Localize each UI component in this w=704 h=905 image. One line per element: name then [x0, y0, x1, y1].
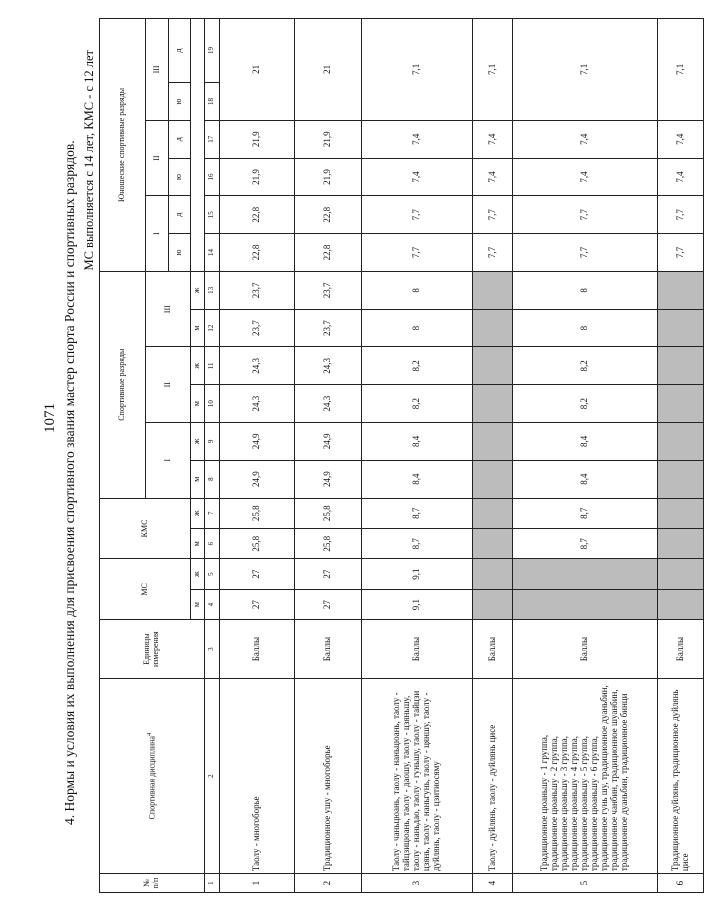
youth-1-yu: ю: [169, 234, 191, 272]
value-cell: 24,3: [295, 385, 362, 423]
unit-cell: Баллы: [220, 620, 295, 679]
ms-zh: ж: [191, 559, 205, 589]
shaded-cell: [658, 347, 704, 385]
value-cell: 21,9: [295, 120, 362, 158]
table-row: [658, 19, 704, 893]
value-cell: 23,7: [295, 309, 362, 347]
row-no: 1: [220, 874, 295, 893]
value-cell: 22,8: [220, 234, 295, 272]
sport-3-m: м: [191, 309, 205, 347]
shaded-cell: [473, 460, 513, 498]
value-cell: 8,7: [513, 528, 658, 558]
discipline-cell: Таолу - многоборье: [220, 679, 295, 874]
table-row: [295, 19, 362, 893]
shaded-cell: [473, 423, 513, 461]
unit-cell: Баллы: [362, 620, 473, 679]
value-cell: 22,8: [220, 196, 295, 234]
value-cell: 9,1: [362, 589, 473, 619]
col-header-youth-ranks: Юношеские спортивные разряды: [100, 19, 146, 272]
discipline-cell: Таолу - дуйлянь, таолу - дуйлянь цисе: [473, 679, 513, 874]
page-number: 1071: [42, 403, 58, 433]
value-cell: 7,1: [362, 19, 473, 121]
row-no: 2: [295, 874, 362, 893]
shaded-cell: [658, 559, 704, 589]
value-cell: 8,7: [362, 498, 473, 528]
youth-rank-2: II: [146, 120, 169, 196]
value-cell: 7,4: [658, 120, 704, 158]
col-num: 1: [205, 874, 220, 893]
table-row: [513, 19, 658, 893]
age-note: МС выполняется с 14 лет, КМС - с 12 лет: [82, 50, 96, 271]
col-num: 19: [205, 19, 220, 83]
value-cell: 24,3: [295, 347, 362, 385]
value-cell: 9,1: [362, 559, 473, 589]
value-cell: 24,9: [220, 423, 295, 461]
section-heading: 4. Нормы и условия их выполнения для присвоения спортивного звания мастер спорта России и спортивных разрядов.: [62, 140, 77, 825]
value-cell: 21,9: [220, 120, 295, 158]
youth-2-yu: ю: [169, 158, 191, 196]
value-cell: 21: [220, 19, 295, 121]
value-cell: 7,1: [658, 19, 704, 121]
value-cell: 7,1: [513, 19, 658, 121]
row-no: 3: [362, 874, 473, 893]
col-header-kms: КМС: [100, 498, 191, 559]
col-num: 3: [205, 620, 220, 679]
shaded-cell: [473, 589, 513, 619]
value-cell: 7,7: [362, 234, 473, 272]
col-header-discipline-sup: 4: [146, 732, 154, 737]
shaded-cell: [658, 423, 704, 461]
shaded-cell: [658, 528, 704, 558]
shaded-cell: [513, 589, 658, 619]
value-cell: 24,3: [220, 385, 295, 423]
sport-3-zh: ж: [191, 271, 205, 309]
sport-rank-2: II: [146, 347, 191, 423]
shaded-cell: [658, 498, 704, 528]
value-cell: 8: [362, 271, 473, 309]
col-header-sport-ranks: Спортивные разряды: [100, 271, 146, 498]
value-cell: 8,2: [362, 385, 473, 423]
col-num: 13: [205, 271, 220, 309]
value-cell: 24,9: [220, 460, 295, 498]
value-cell: 8,4: [362, 460, 473, 498]
value-cell: 7,4: [513, 120, 658, 158]
value-cell: 25,8: [295, 498, 362, 528]
value-cell: 8,4: [513, 423, 658, 461]
col-num: 18: [205, 83, 220, 121]
sport-2-zh: ж: [191, 347, 205, 385]
shaded-cell: [473, 559, 513, 589]
shaded-cell: [473, 271, 513, 309]
value-cell: 25,8: [295, 528, 362, 558]
value-cell: 23,7: [295, 271, 362, 309]
sport-2-m: м: [191, 385, 205, 423]
shaded-cell: [658, 460, 704, 498]
sport-1-m: м: [191, 460, 205, 498]
value-cell: 7,7: [513, 234, 658, 272]
discipline-cell: Традиционное ушу - многоборье: [295, 679, 362, 874]
youth-3-yu: ю: [169, 83, 191, 121]
col-num: 7: [205, 498, 220, 528]
youth-rank-1: I: [146, 196, 169, 272]
value-cell: 27: [295, 559, 362, 589]
table-row: [362, 19, 473, 893]
sport-rank-1: I: [146, 423, 191, 499]
value-cell: 23,7: [220, 271, 295, 309]
discipline-cell: Таолу - чаньцюань, таолу - наньцюань, таолу - тайцзицюань, таолу - даошу, таолу - цзяньшу, таолу - наньдао, таолу - гуньшу, таолу - тайцзи цзянь, таолу - наньгунь, таолу - цяншу, таолу - дуйлянь, таолу - цзитиосяму: [362, 679, 473, 874]
value-cell: 27: [220, 559, 295, 589]
value-cell: 7,1: [473, 19, 513, 121]
col-num: 16: [205, 158, 220, 196]
norms-table: [99, 18, 704, 893]
value-cell: 25,8: [220, 528, 295, 558]
kms-m: м: [191, 528, 205, 558]
value-cell: 8,4: [362, 423, 473, 461]
col-num: 17: [205, 120, 220, 158]
col-header-no: № п/п: [100, 874, 205, 893]
value-cell: 8: [513, 309, 658, 347]
value-cell: 7,7: [513, 196, 658, 234]
col-num: 11: [205, 347, 220, 385]
sport-rank-3: III: [146, 271, 191, 347]
col-header-discipline: [100, 679, 205, 874]
value-cell: 25,8: [220, 498, 295, 528]
value-cell: 7,7: [658, 234, 704, 272]
value-cell: 7,4: [513, 158, 658, 196]
col-num: 12: [205, 309, 220, 347]
col-header-units: Единицы измерения: [100, 620, 205, 679]
shaded-cell: [513, 559, 658, 589]
value-cell: 7,7: [658, 196, 704, 234]
value-cell: 8: [362, 309, 473, 347]
row-no: 4: [473, 874, 513, 893]
shaded-cell: [473, 309, 513, 347]
unit-cell: Баллы: [513, 620, 658, 679]
col-num: 14: [205, 234, 220, 272]
value-cell: 7,7: [473, 234, 513, 272]
value-cell: 27: [220, 589, 295, 619]
shaded-cell: [658, 271, 704, 309]
value-cell: 7,4: [473, 120, 513, 158]
value-cell: 24,3: [220, 347, 295, 385]
discipline-cell: Традиционное дуйлянь, традиционное дуйлянь цисе: [658, 679, 704, 874]
discipline-cell: Традиционное цюаньшу - 1 группа, традиционное цюаньшу - 2 группа, традиционное цюаньшу - 3 группа, традиционное цюаньшу - 4 группа, традиционное цюаньшу - 5 группа, традиционное цюаньшу - 6 группа, традиционное гунь шу, традиционное дуаньбин, традиционное чанбин, традиционное шуанбин, традиционное дуаньбин, традиционное бинци: [513, 679, 658, 874]
value-cell: 8: [513, 271, 658, 309]
youth-1-d: д: [169, 196, 191, 234]
kms-zh: ж: [191, 498, 205, 528]
youth-sub-blank: [191, 19, 205, 272]
value-cell: 22,8: [295, 196, 362, 234]
shaded-cell: [658, 385, 704, 423]
table-row: [220, 19, 295, 893]
col-header-discipline-text: Спортивная дисциплина: [147, 736, 157, 820]
col-num: 8: [205, 460, 220, 498]
shaded-cell: [473, 528, 513, 558]
shaded-cell: [473, 498, 513, 528]
shaded-cell: [658, 309, 704, 347]
col-num: 5: [205, 559, 220, 589]
value-cell: 24,9: [295, 460, 362, 498]
value-cell: 7,4: [362, 120, 473, 158]
value-cell: 21,9: [220, 158, 295, 196]
value-cell: 21: [295, 19, 362, 121]
value-cell: 7,7: [362, 196, 473, 234]
column-numbers-row: [205, 19, 220, 893]
shaded-cell: [473, 385, 513, 423]
youth-3-d: д: [169, 19, 191, 83]
col-num: 4: [205, 589, 220, 619]
value-cell: 7,4: [658, 158, 704, 196]
col-num: 6: [205, 528, 220, 558]
col-num: 9: [205, 423, 220, 461]
value-cell: 8,2: [513, 385, 658, 423]
col-num: 10: [205, 385, 220, 423]
ms-m: м: [191, 589, 205, 619]
value-cell: 27: [295, 589, 362, 619]
unit-cell: Баллы: [658, 620, 704, 679]
value-cell: 8,7: [362, 528, 473, 558]
value-cell: 8,7: [513, 498, 658, 528]
value-cell: 8,2: [362, 347, 473, 385]
row-no: 6: [658, 874, 704, 893]
value-cell: 7,7: [473, 196, 513, 234]
value-cell: 22,8: [295, 234, 362, 272]
table-row: [473, 19, 513, 893]
unit-cell: Баллы: [295, 620, 362, 679]
sport-1-zh: ж: [191, 423, 205, 461]
value-cell: 8,4: [513, 460, 658, 498]
shaded-cell: [658, 589, 704, 619]
col-header-ms: МС: [100, 559, 191, 620]
col-num: 15: [205, 196, 220, 234]
value-cell: 7,4: [473, 158, 513, 196]
value-cell: 21,9: [295, 158, 362, 196]
col-num: 2: [205, 679, 220, 874]
value-cell: 23,7: [220, 309, 295, 347]
youth-rank-3: III: [146, 19, 169, 121]
shaded-cell: [473, 347, 513, 385]
youth-2-d: д: [169, 120, 191, 158]
value-cell: 7,4: [362, 158, 473, 196]
value-cell: 24,9: [295, 423, 362, 461]
value-cell: 8,2: [513, 347, 658, 385]
row-no: 5: [513, 874, 658, 893]
unit-cell: Баллы: [473, 620, 513, 679]
